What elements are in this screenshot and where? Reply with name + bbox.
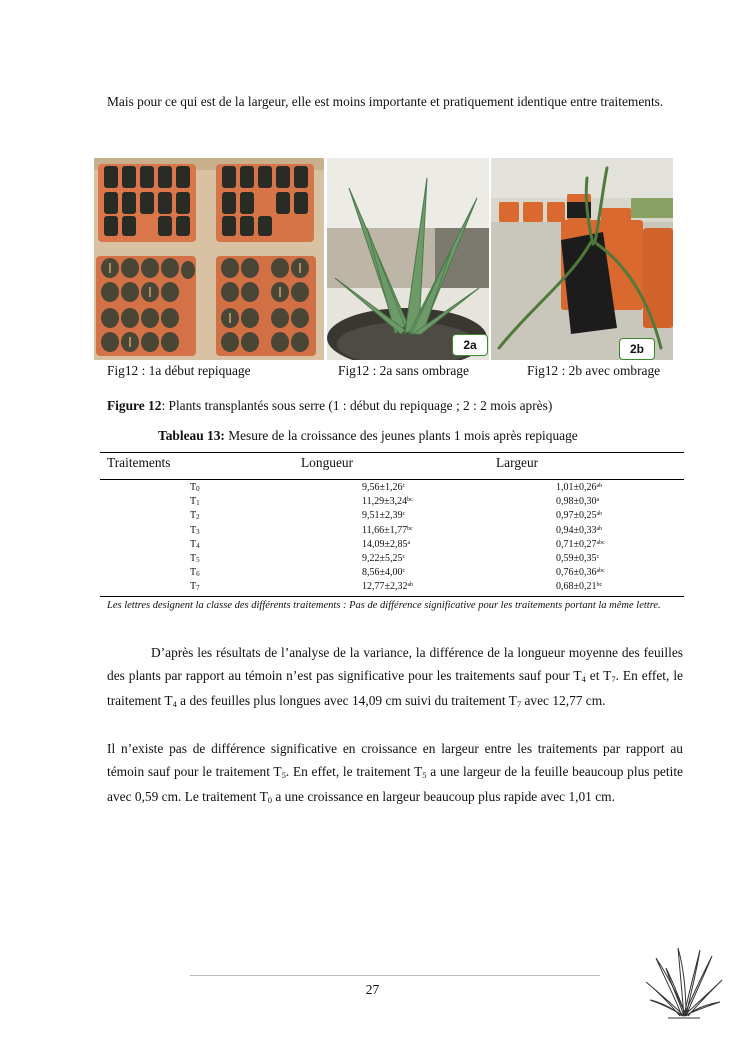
table-row — [100, 539, 684, 551]
figure-label: Figure 12 — [107, 398, 162, 413]
table-header-rule — [100, 479, 684, 480]
table-top-rule — [100, 452, 684, 453]
photo-2a-aloe-without-shade — [327, 158, 489, 360]
photo-2b-aloe-with-shade — [491, 158, 673, 360]
cell-longueur: 9,22±5,25$^c$ — [362, 553, 406, 564]
aloe-plant-icon — [644, 944, 724, 1020]
cell-longueur: 9,51±2,39$^c$ — [362, 510, 406, 522]
paragraph-largeur: Il n’existe pas de différence significative en croissance en largeur entre les traitements par rapport au témoin sauf pour le traitement $T_5$. En effet, le traitement $T_5$ a une largeur de la feuille beaucoup plus petite avec 0,59 cm. Le traitement $T_0$ a une croissance en largeur beaucoup plus rapide avec 1,01 cm. — [107, 741, 683, 805]
header-traitements: Traitements — [107, 455, 171, 470]
badge-2a: 2a — [452, 334, 488, 356]
cell-traitement: $T_7$ — [190, 581, 200, 593]
table-row — [100, 510, 684, 522]
cell-traitement: $T_1$ — [190, 496, 200, 508]
intro-paragraph: Mais pour ce qui est de la largeur, elle est moins importante et pratiquement identique entre traitements. — [107, 94, 664, 109]
figure-title — [107, 398, 552, 414]
photo-1a-seedling-trays — [94, 158, 324, 360]
cell-longueur: 11,66±1,77$^{bc}$ — [362, 524, 413, 536]
figure-text: : Plants transplantés sous serre (1 : début du repiquage ; 2 : 2 mois après) — [161, 398, 553, 413]
cell-largeur: 0,71±0,27$^{abc}$ — [556, 538, 605, 550]
cell-longueur: 11,29±3,24$^{bc}$ — [362, 496, 413, 508]
cell-longueur: 8,56±4,00$^c$ — [362, 567, 406, 579]
cell-largeur: 0,94±0,33$^{ab}$ — [556, 524, 603, 536]
cell-longueur: 9,56±1,26$^c$ — [362, 482, 406, 493]
table-row — [100, 496, 684, 508]
cell-traitement: $T_6$ — [190, 567, 200, 579]
cell-largeur: 0,68±0,21$^{bc}$ — [556, 581, 603, 593]
table-title-label: Tableau 13: — [158, 428, 225, 443]
header-longueur: Longueur — [301, 455, 354, 470]
cell-largeur: 1,01±0,26$^{ab}$ — [556, 482, 603, 493]
page-number: 27 — [365, 982, 380, 997]
cell-largeur: 0,97±0,25$^{ab}$ — [556, 510, 603, 522]
badge-2b: 2b — [619, 338, 655, 360]
cell-traitement: $T_4$ — [190, 538, 200, 550]
cell-traitement: $T_0$ — [190, 482, 200, 493]
paragraph-longueur: D’après les résultats de l’analyse de la variance, la différence de la longueur moyenne des feuilles des plants par rapport au témoin n’est pas significative pour les traitements sauf pour $T_4$ et $T_7$. En effet, le traitement $T_4$ a des feuilles plus longues avec 14,09 cm suivi du traitement $T_7$ avec 12,77 cm. — [107, 645, 683, 709]
caption-2b: Fig12 : 2b avec ombrage — [527, 363, 661, 378]
table-row — [100, 567, 684, 579]
table-note: Les lettres designent la classe des différents traitements : Pas de différence significative pour les traitements portant la même lettre. — [107, 600, 661, 611]
cell-longueur: 12,77±2,32$^{ab}$ — [362, 581, 414, 593]
table-title — [158, 428, 578, 444]
header-largeur: Largeur — [496, 455, 539, 470]
table-row — [100, 553, 684, 565]
cell-traitement: $T_3$ — [190, 524, 200, 536]
table-row — [100, 525, 684, 537]
table-row — [100, 581, 684, 593]
cell-largeur: 0,59±0,35$^c$ — [556, 553, 600, 564]
table-row — [100, 482, 684, 494]
cell-largeur: 0,98±0,30$^a$ — [556, 496, 600, 508]
caption-1a: Fig12 : 1a début repiquage — [107, 363, 251, 378]
cell-longueur: 14,09±2,85$^a$ — [362, 538, 411, 550]
cell-largeur: 0,76±0,36$^{abc}$ — [556, 567, 605, 579]
caption-2a: Fig12 : 2a sans ombrage — [338, 363, 469, 378]
table-title-text: Mesure de la croissance des jeunes plants 1 mois après repiquage — [224, 428, 578, 443]
footer-rule — [190, 975, 600, 976]
cell-traitement: $T_2$ — [190, 510, 200, 522]
cell-traitement: $T_5$ — [190, 553, 200, 564]
table-bottom-rule — [100, 596, 684, 597]
